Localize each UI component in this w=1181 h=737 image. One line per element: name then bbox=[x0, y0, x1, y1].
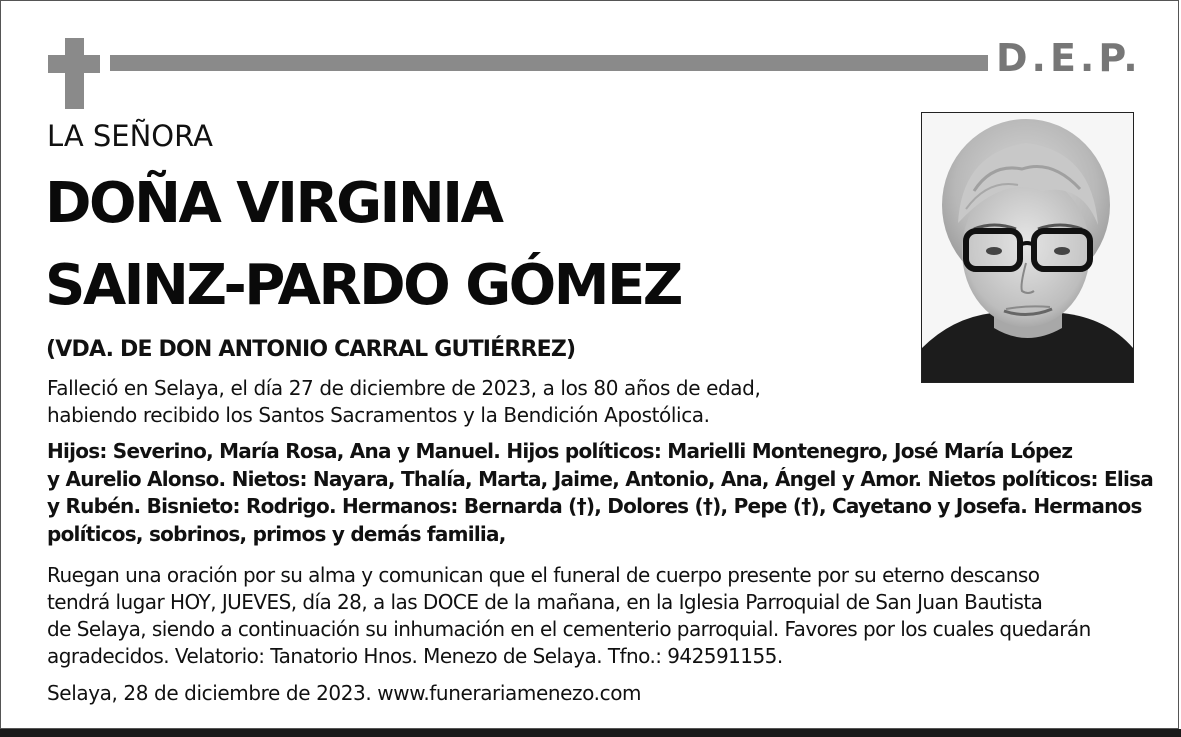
funeral-details bbox=[47, 562, 1091, 670]
family-line: Hijos: Severino, María Rosa, Ana y Manuel. Hijos políticos: Marielli Montenegro, José María López bbox=[47, 439, 1073, 463]
honorific: LA SEÑORA bbox=[47, 119, 213, 153]
dep-label: D.E.P. bbox=[996, 36, 1142, 80]
death-notice-line: habiendo recibido los Santos Sacramentos y la Bendición Apostólica. bbox=[47, 403, 710, 427]
header-rule bbox=[110, 55, 988, 71]
widow-of: (VDA. DE DON ANTONIO CARRAL GUTIÉRREZ) bbox=[46, 337, 576, 362]
family-line: y Aurelio Alonso. Nietos: Nayara, Thalía, Marta, Jaime, Antonio, Ana, Ángel y Amor. Nietos políticos: Elisa bbox=[47, 466, 1153, 491]
deceased-name-line1: DOÑA VIRGINIA bbox=[45, 171, 502, 236]
funeral-line: de Selaya, siendo a continuación su inhumación en el cementerio parroquial. Favores por los cuales quedarán bbox=[47, 617, 1091, 641]
bottom-border bbox=[0, 729, 1181, 737]
portrait-photo bbox=[921, 112, 1134, 383]
funeral-line: Ruegan una oración por su alma y comunican que el funeral de cuerpo presente por su eterno descanso bbox=[47, 563, 1040, 587]
family-list bbox=[47, 438, 1153, 548]
family-line: y Rubén. Bisnieto: Rodrigo. Hermanos: Bernarda (†), Dolores (†), Pepe (†), Cayetano y Josefa. Hermanos bbox=[47, 494, 1142, 518]
death-notice-line: Falleció en Selaya, el día 27 de diciembre de 2023, a los 80 años de edad, bbox=[47, 376, 761, 400]
deceased-name-line2: SAINZ-PARDO GÓMEZ bbox=[45, 253, 681, 318]
funeral-line: agradecidos. Velatorio: Tanatorio Hnos. Menezo de Selaya. Tfno.: 942591155. bbox=[47, 644, 783, 668]
family-line: políticos, sobrinos, primos y demás familia, bbox=[47, 521, 506, 546]
funeral-line: tendrá lugar HOY, JUEVES, día 28, a las DOCE de la mañana, en la Iglesia Parroquial de San Juan Bautista bbox=[47, 590, 1043, 614]
footer-date-website: Selaya, 28 de diciembre de 2023. www.funerariamenezo.com bbox=[47, 681, 642, 705]
death-notice bbox=[47, 375, 760, 429]
